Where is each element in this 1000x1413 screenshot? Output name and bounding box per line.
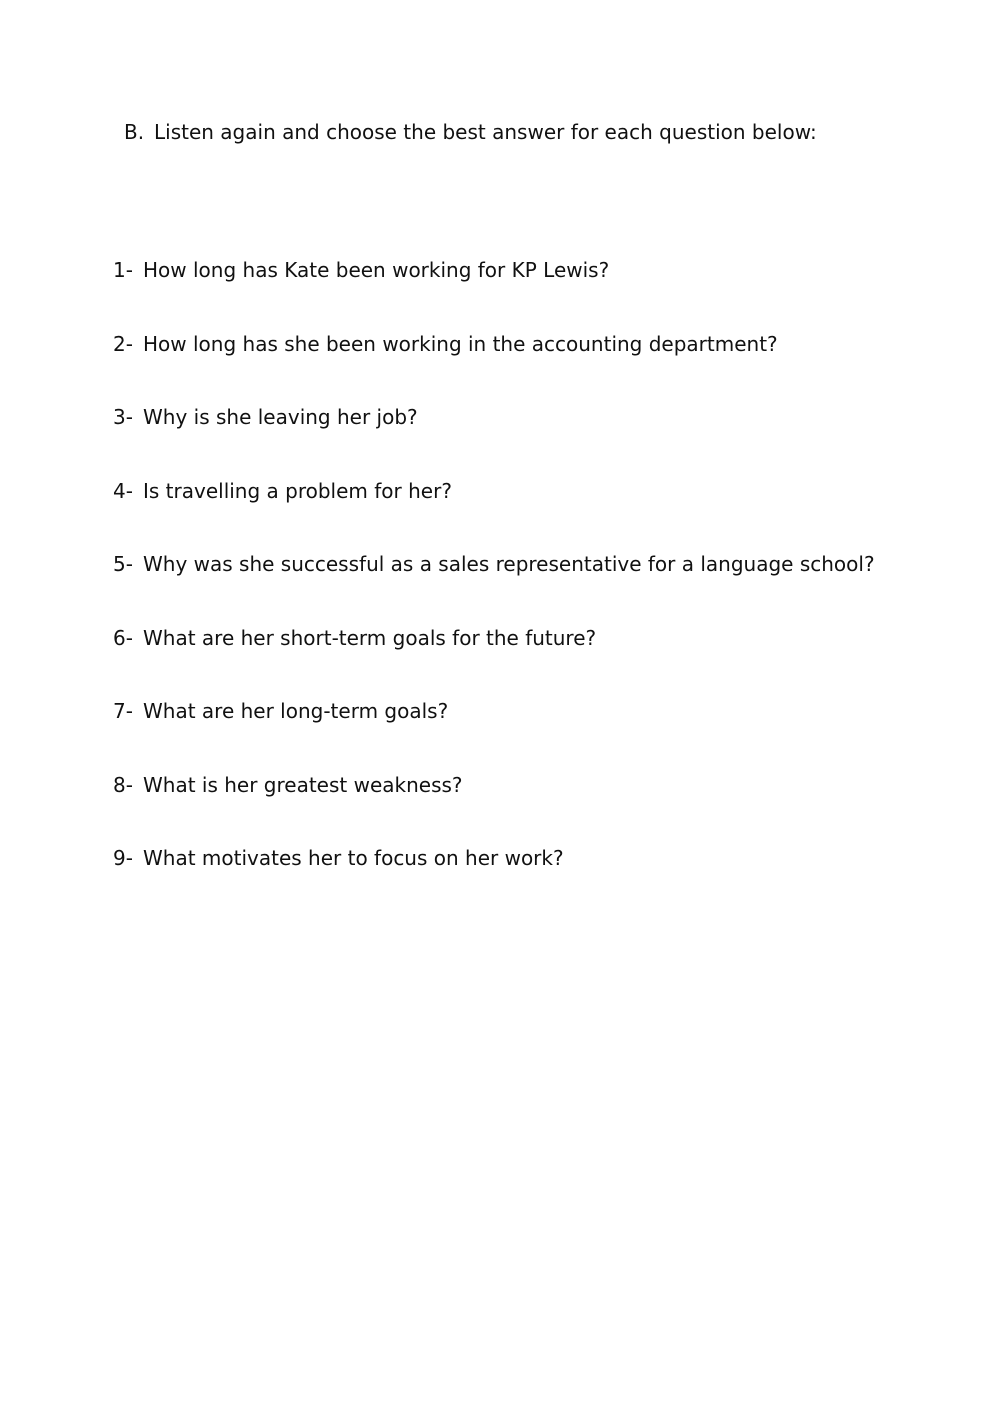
question-text: How long has she been working in the accounting department?	[143, 331, 778, 356]
question-number: 9-	[113, 846, 133, 870]
question-number: 2-	[113, 331, 133, 356]
question-item	[113, 477, 875, 505]
question-number: 3-	[113, 405, 133, 429]
question-item	[113, 697, 875, 725]
instruction-marker: B.	[124, 120, 145, 144]
instruction-heading	[124, 118, 817, 146]
question-item	[113, 330, 875, 358]
question-item	[113, 256, 875, 284]
question-text: What motivates her to focus on her work?	[143, 846, 564, 870]
instruction-text: Listen again and choose the best answer for each question below:	[154, 120, 817, 144]
question-number: 6-	[113, 625, 133, 650]
question-number: 8-	[113, 772, 133, 797]
question-text: Why was she successful as a sales representative for a language school?	[143, 552, 875, 576]
question-text: How long has Kate been working for KP Lewis?	[143, 258, 610, 282]
question-number: 1-	[113, 258, 133, 282]
question-item	[113, 771, 875, 799]
question-text: Why is she leaving her job?	[143, 405, 418, 429]
question-text: What are her short-term goals for the future?	[143, 625, 597, 650]
question-text: What are her long-term goals?	[143, 699, 449, 723]
question-list	[113, 256, 875, 918]
question-number: 7-	[113, 699, 133, 723]
question-text: Is travelling a problem for her?	[143, 478, 452, 503]
question-item	[113, 403, 875, 431]
question-text: What is her greatest weakness?	[143, 772, 463, 797]
question-item	[113, 624, 875, 652]
question-number: 4-	[113, 478, 133, 503]
question-number: 5-	[113, 552, 133, 576]
question-item	[113, 844, 875, 872]
question-item	[113, 550, 875, 578]
